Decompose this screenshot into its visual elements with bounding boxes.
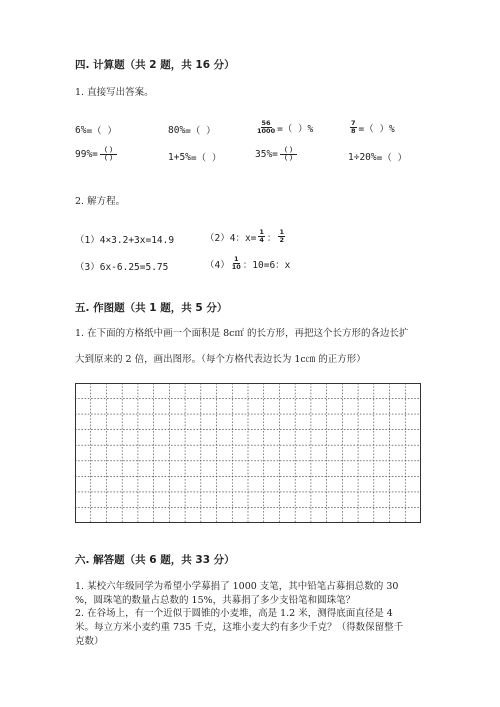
problem-2-line-3: 克数） — [75, 636, 104, 647]
q1-item-2 — [168, 123, 216, 137]
fraction-numerator: 56 — [261, 119, 271, 127]
q1-item-7-pre: 35% — [255, 149, 273, 160]
q1-item-5-mid: = — [92, 149, 98, 160]
fraction-numerator: 1 — [259, 228, 264, 236]
equation-2-pre: （2）4：x= — [205, 232, 257, 244]
equation-2-mid: ： — [266, 232, 277, 244]
equation-4-fraction — [232, 256, 241, 271]
section-4-heading: 四. 计算题（共 2 题，共 16 分） — [75, 59, 235, 71]
fraction-denominator: （ ） — [280, 154, 297, 162]
q1-item-8 — [348, 150, 407, 164]
fraction-numerator: （ ） — [280, 146, 297, 154]
q1-item-5-blank-fraction — [100, 147, 117, 162]
fraction-denominator: 2 — [279, 236, 284, 244]
fraction-denominator: 4 — [259, 236, 264, 244]
q1-item-4-fraction — [350, 120, 357, 135]
problem-2-line-2: 米。每立方米小麦约重 735 千克，这堆小麦大约有多少千克？（得数保留整千 — [75, 622, 404, 633]
fraction-numerator: 7 — [351, 119, 356, 127]
fraction-denominator: 10 — [231, 263, 241, 271]
question-1-title: 1. 直接写出答案。 — [75, 87, 154, 98]
q1-item-1 — [75, 123, 117, 137]
fraction-denominator: （ ） — [100, 154, 117, 162]
q1-item-6-suffix: =（ ） — [190, 153, 222, 164]
fraction-numerator: （ ） — [100, 146, 117, 154]
problem-1-line-1: 1. 某校六年级同学为希望小学募捐了 1000 支笔，其中铅笔占募捐总数的 30 — [75, 581, 399, 592]
equation-4-pre: （4） — [205, 259, 230, 271]
q1-item-3 — [255, 120, 313, 135]
equation-4 — [205, 256, 290, 271]
fraction-denominator: 8 — [351, 127, 356, 135]
q1-item-4 — [348, 120, 395, 135]
equation-2-fraction-1 — [258, 229, 265, 244]
question-2-title: 2. 解方程。 — [75, 196, 126, 207]
q1-item-7-blank-fraction — [280, 147, 297, 162]
q1-item-6-pre: 1+5% — [168, 151, 191, 163]
q1-item-2-pre: 80% — [168, 124, 186, 136]
q1-item-8-pre: 1÷20% — [348, 151, 377, 163]
q1-item-1-pre: 6% — [75, 124, 87, 136]
problem-1-line-2: %，圆珠笔的数量占总数的 15%，共募捐了多少支铅笔和圆珠笔？ — [75, 595, 356, 606]
equation-4-post: ：10=6：x — [242, 259, 291, 271]
q1-item-7-mid: = — [272, 149, 278, 160]
equation-3: （3）6x-6.25=5.75 — [75, 262, 169, 273]
grid-paper[interactable] — [75, 383, 421, 523]
equation-1: （1）4×3.2+3x=14.9 — [75, 235, 175, 246]
section-6-heading: 六. 解答题（共 6 题，共 33 分） — [75, 554, 235, 566]
fraction-numerator: 1 — [279, 228, 284, 236]
drawing-question-line-2: 大到原来的 2 倍，画出图形。（每个方格代表边长为 1c㎝ 的正方形） — [75, 354, 366, 365]
q1-item-5-pre: 99% — [75, 149, 93, 160]
q1-item-7 — [255, 147, 299, 162]
q1-item-1-suffix: =（ ） — [86, 126, 117, 137]
q1-item-3-suffix: =（ ）% — [277, 123, 314, 135]
q1-item-2-suffix: =（ ） — [185, 126, 216, 137]
q1-item-8-suffix: =（ ） — [376, 153, 408, 164]
q1-item-4-suffix: =（ ）% — [358, 123, 395, 135]
section-5-heading: 五. 作图题（共 1 题，共 5 分） — [75, 302, 228, 314]
fraction-numerator: 1 — [233, 255, 239, 263]
q1-item-5 — [75, 147, 119, 162]
fraction-denominator: 1000 — [257, 127, 276, 135]
equation-2-fraction-2 — [278, 229, 285, 244]
problem-2-line-1: 2. 在谷场上，有一个近似于圆锥的小麦堆，高是 1.2 米，测得底面直径是 4 — [75, 608, 393, 619]
equation-2 — [205, 229, 287, 244]
drawing-question-line-1: 1. 在下面的方格纸中画一个面积是 8c㎡ 的长方形，再把这个长方形的各边长扩 — [75, 328, 409, 339]
q1-item-3-fraction — [257, 120, 275, 135]
q1-item-6 — [168, 150, 221, 164]
